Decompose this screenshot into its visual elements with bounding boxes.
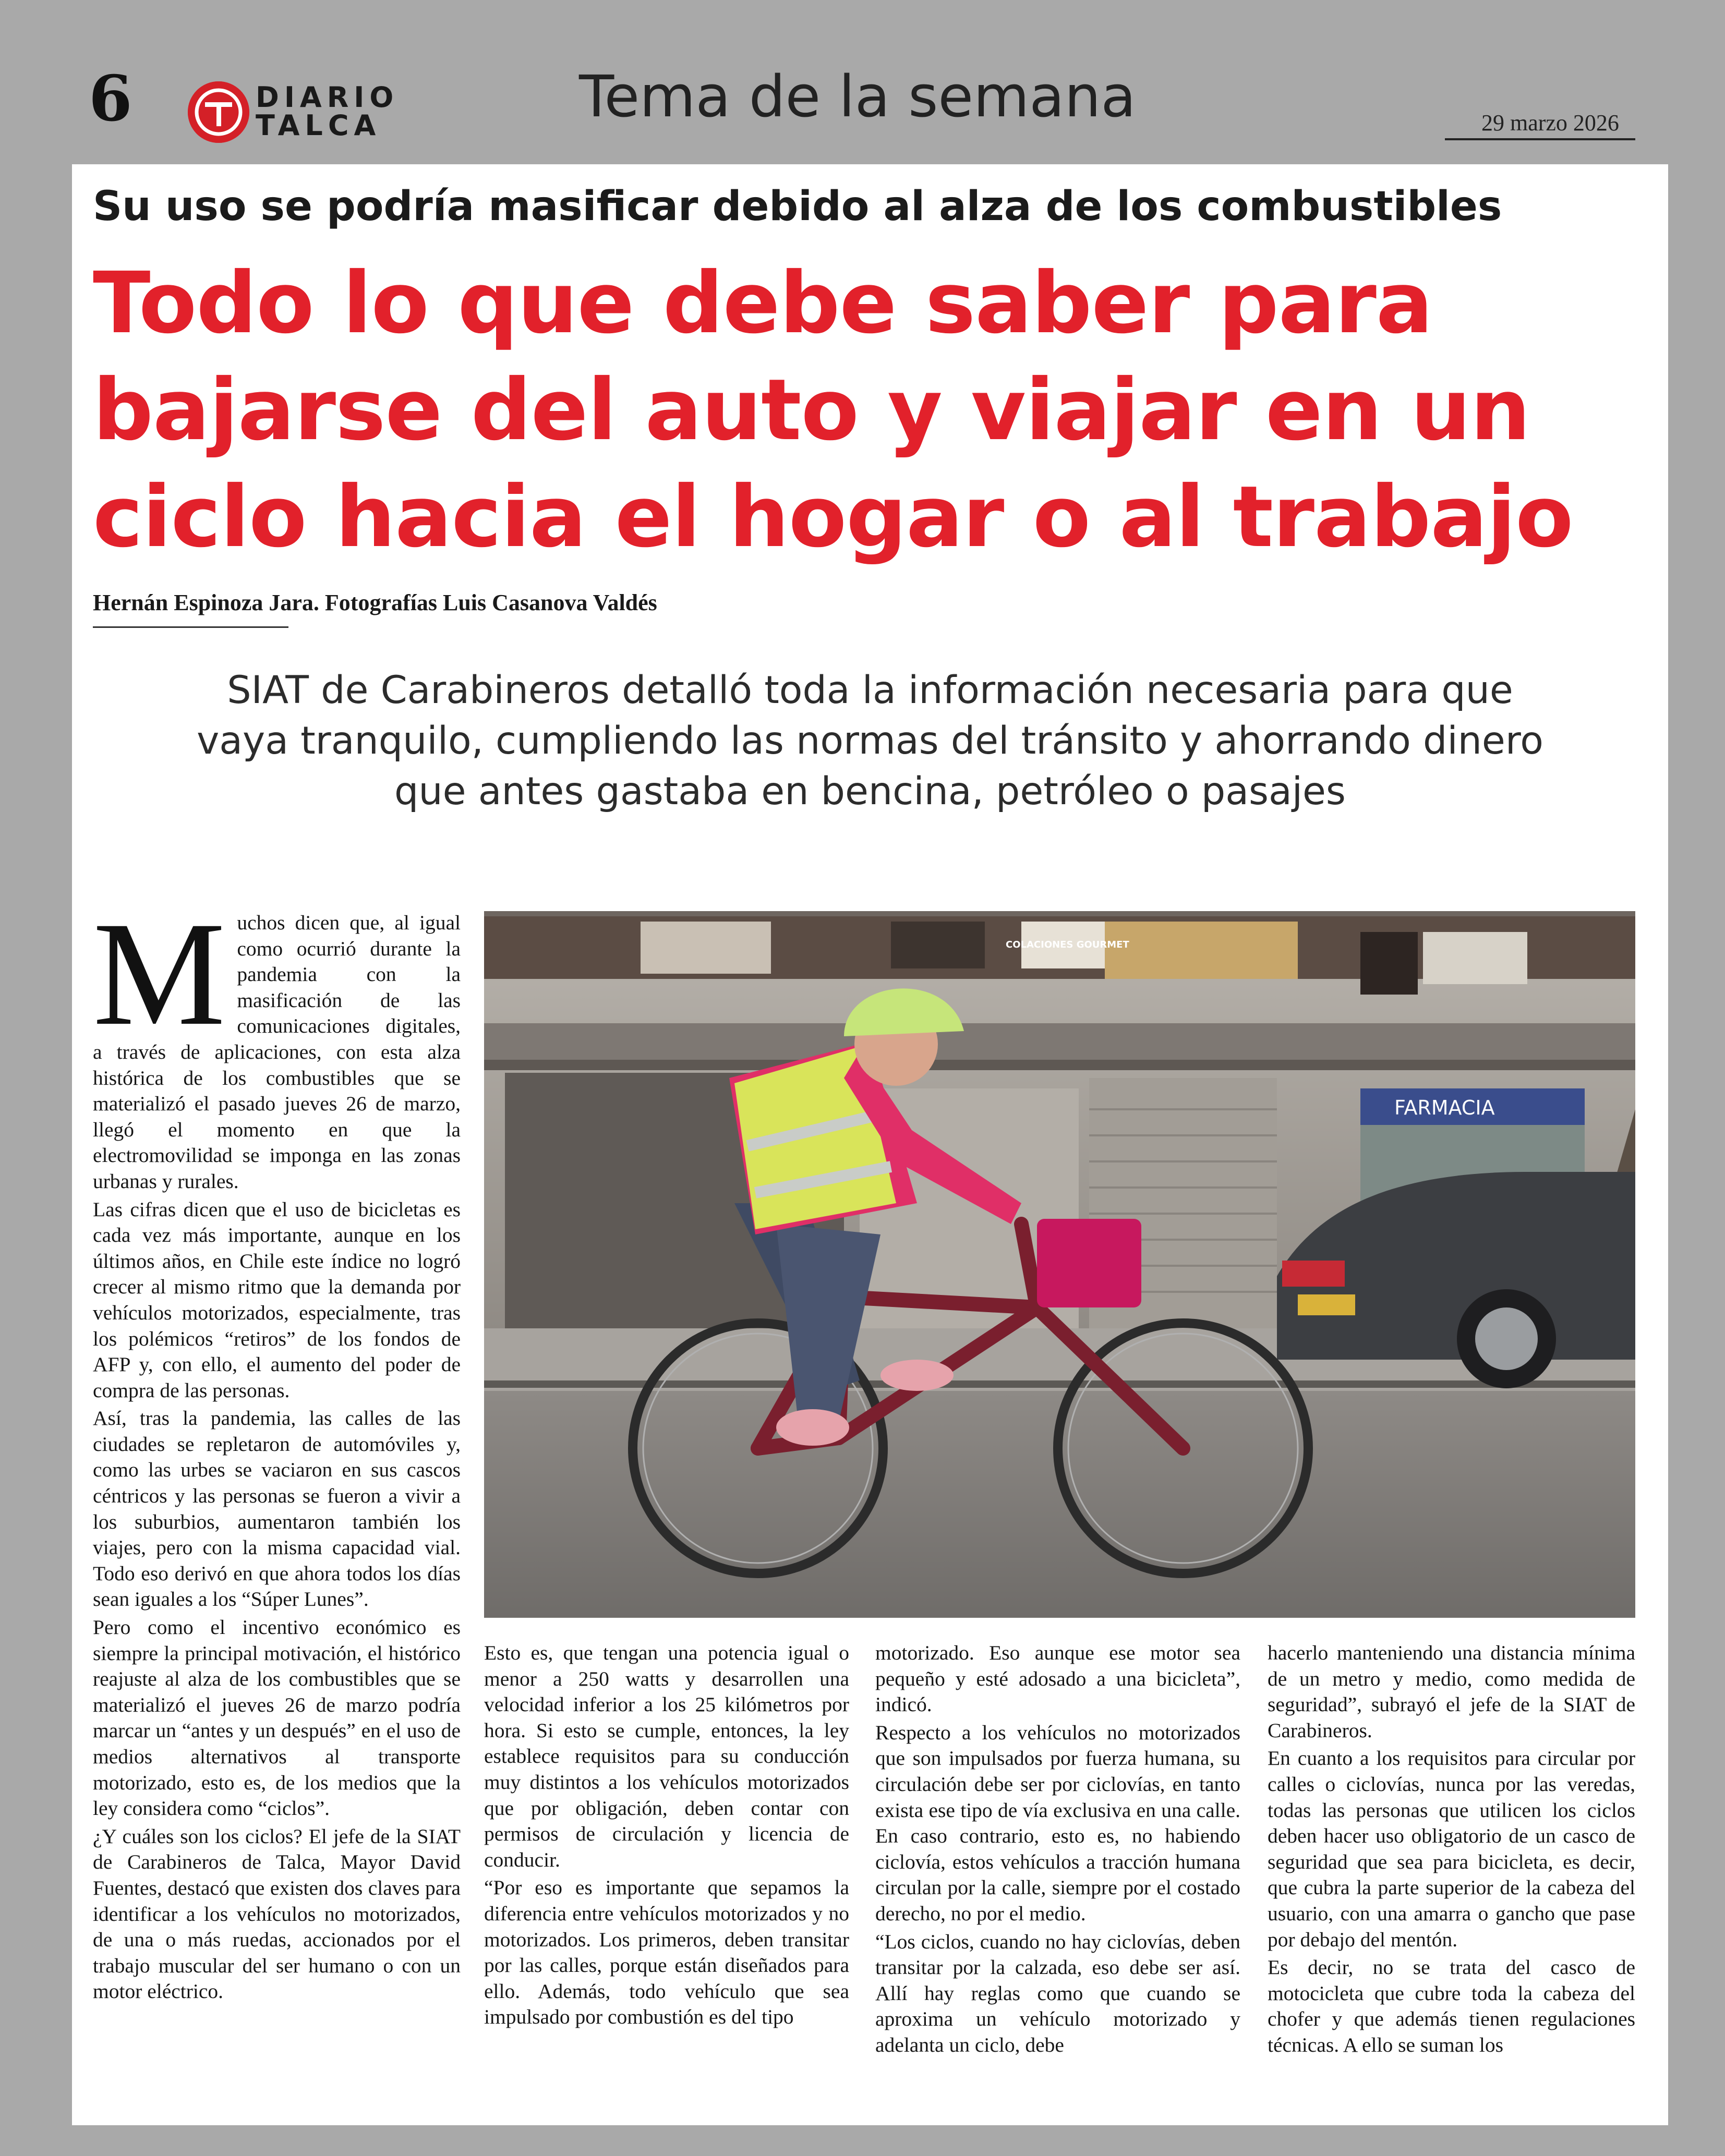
photo-sign-colaciones: COLACIONES GOURMET bbox=[1006, 939, 1129, 950]
paragraph-text: uchos dicen que, al igual como ocurrió durante la pandemia con la masificación de las comunicaciones digitales, a través de aplicaciones, con esta alza histórica de los combustibles que se materializó el pasado jueves 26 de marzo, llegó el momento en que la electromovilidad se imponga en las zonas urbanas y rurales. bbox=[93, 911, 461, 1193]
headline-line-1: Todo lo que debe saber para bbox=[93, 255, 1433, 353]
paragraph: Así, tras la pandemia, las calles de las ciudades se repletaron de automóviles y, como las urbes se vaciaron en sus cascos céntricos y las personas se fueron a vivir a los suburbios, aumentaron también los viajes, pero con la misma capacidad vial. Todo eso derivó en que ahora todos los días sean iguales a los “Súper Lunes”. bbox=[93, 1407, 461, 1611]
article-headline bbox=[93, 250, 1637, 571]
paragraph: Las cifras dicen que el uso de bicicletas es cada vez más importante, aunque en los últimos años, en Chile este índice no logró crecer al mismo ritmo que la demanda por vehículos motorizados, especialmente, tras los polémicos “retiros” de los fondos de AFP y, con ello, el aumento del poder de compra de las personas. bbox=[93, 1197, 461, 1402]
paragraph: Esto es, que tengan una potencia igual o menor a 250 watts y desarrollen una velocidad inferior a los 25 kilómetros por hora. Si esto se cumple, entonces, la ley establece requisitos para su conducción muy distintos a los vehículos motorizados que por obligación, deben contar con permisos de circulación y licencia de conducir. bbox=[484, 1641, 849, 1871]
paragraph: Es decir, no se trata del casco de motocicleta que cubre toda la cabeza del chofer y que además tienen regulaciones técnicas. A ello se suman los bbox=[1268, 1956, 1635, 2056]
date-underline bbox=[1445, 138, 1635, 140]
paragraph bbox=[93, 891, 461, 1195]
section-title: Tema de la semana bbox=[579, 63, 1136, 130]
deck-line-3: que antes gastaba en bencina, petróleo o pasajes bbox=[394, 769, 1346, 814]
article-column-1 bbox=[93, 891, 461, 2005]
diario-talca-logo bbox=[188, 77, 399, 145]
headline-line-3: ciclo hacia el hogar o al trabajo bbox=[93, 468, 1573, 566]
paragraph: “Por eso es importante que sepamos la diferencia entre vehículos motorizados y no motorizados. Los primeros, deben transitar por las calles, porque están diseñados para ello. Además, todo vehículo que sea impulsado por combustión es del tipo bbox=[484, 1876, 849, 2029]
article-deck bbox=[93, 665, 1647, 817]
deck-line-1: SIAT de Carabineros detalló toda la información necesaria para que bbox=[227, 668, 1513, 712]
drop-cap: M bbox=[93, 891, 226, 1056]
photo-sign-farmacia: FARMACIA bbox=[1394, 1096, 1495, 1119]
paragraph: ¿Y cuáles son los ciclos? El jefe de la SIAT de Carabineros de Talca, Mayor David Fuentes, destacó que existen dos claves para identificar a los vehículos no motorizados, de una o más ruedas, accionados por el trabajo muscular del ser humano o con un motor eléctrico. bbox=[93, 1824, 461, 2003]
logo-mark-icon bbox=[188, 81, 249, 143]
paragraph: En cuanto a los requisitos para circular por calles o ciclovías, nunca por las veredas, todas las personas que utilicen los ciclos deben hacer uso obligatorio de un casco de seguridad que sea para bicicleta, es decir, que cubra la parte superior de la cabeza del usuario, con una amarra o gancho que pase por debajo del mentón. bbox=[1268, 1747, 1635, 1951]
deck-line-2: vaya tranquilo, cumpliendo las normas del tránsito y ahorrando dinero bbox=[197, 719, 1543, 763]
logo-line-diario: DIARIO bbox=[256, 81, 399, 114]
article-photo bbox=[484, 911, 1635, 1618]
article-kicker: Su uso se podría masificar debido al alza de los combustibles bbox=[93, 183, 1502, 230]
article-byline: Hernán Espinoza Jara. Fotografías Luis Casanova Valdés bbox=[93, 590, 657, 615]
headline-line-2: bajarse del auto y viajar en un bbox=[93, 361, 1530, 459]
byline-underline bbox=[93, 626, 288, 628]
logo-line-talca: TALCA bbox=[256, 109, 381, 142]
paragraph: motorizado. Eso aunque ese motor sea pequeño y esté adosado a una bicicleta”, indicó. bbox=[875, 1641, 1240, 1716]
article-column-2 bbox=[484, 1640, 849, 2030]
logo-text bbox=[256, 83, 399, 140]
paragraph: Respecto a los vehículos no motorizados que son impulsados por fuerza humana, su circulación debe ser por ciclovías, en tanto exista ese tipo de vía exclusiva en una calle. En caso contrario, esto es, no habiendo ciclovía, estos vehículos a tracción humana circulan por la calle, siempre por el costado derecho, no por el medio. bbox=[875, 1721, 1240, 1925]
paragraph: Pero como el incentivo económico es siempre la principal motivación, el histórico reajuste al alza de los combustibles que se materializó el jueves 26 de marzo podría marcar un “antes y un después” en el uso de medios alternativos al transporte motorizado, esto es, de los medios que la ley considera como “ciclos”. bbox=[93, 1616, 461, 1820]
page-number: 6 bbox=[89, 62, 132, 136]
paragraph: “Los ciclos, cuando no hay ciclovías, deben transitar por la calzada, eso debe ser así. Allí hay reglas como que cuando se aproxima un vehículo motorizado y adelanta un ciclo, debe bbox=[875, 1930, 1240, 2056]
article-column-3 bbox=[875, 1640, 1240, 2058]
article-page bbox=[72, 164, 1668, 2125]
article-column-4 bbox=[1268, 1640, 1635, 2058]
paragraph: hacerlo manteniendo una distancia mínima de un metro y medio, como medida de seguridad”, subrayó el jefe de la SIAT de Carabineros. bbox=[1268, 1641, 1635, 1742]
issue-date: 29 marzo 2026 bbox=[1481, 110, 1619, 136]
